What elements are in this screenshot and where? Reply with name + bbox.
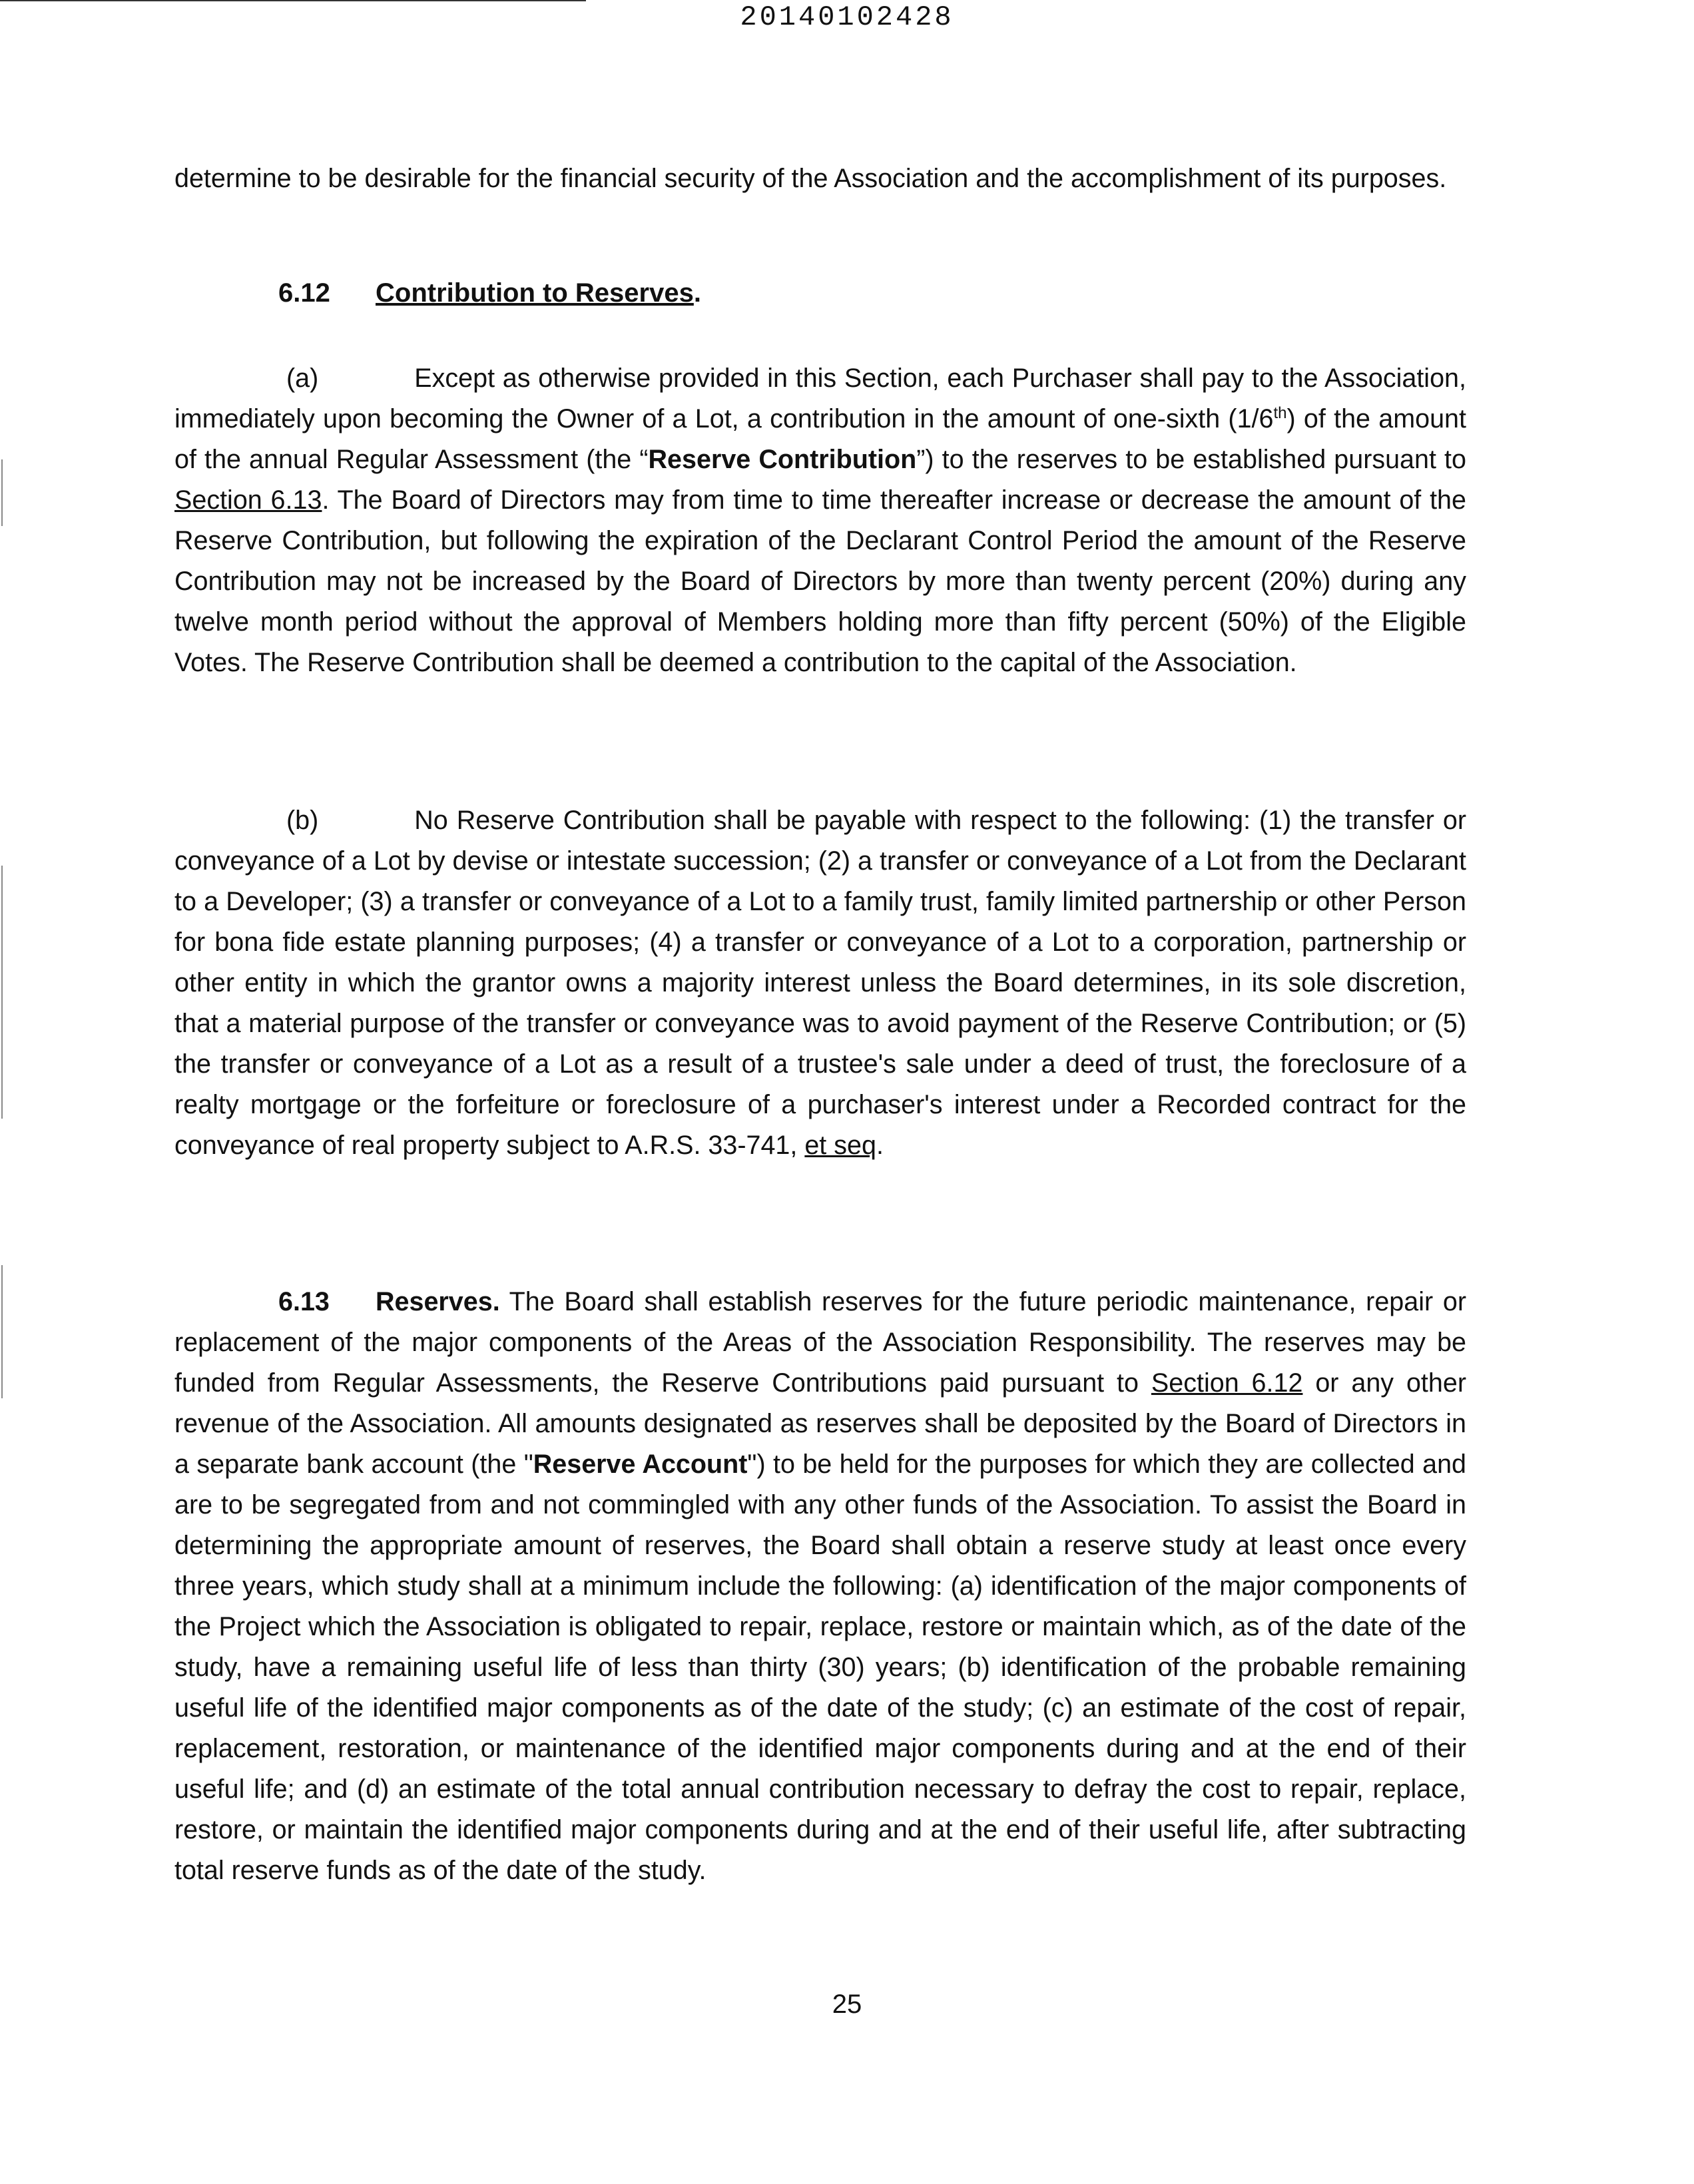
- paragraph-text: ”) to the reserves to be established pursuant to: [916, 445, 1467, 474]
- section-6-13-paragraph: [174, 1282, 1466, 1891]
- scan-edge-mark: [1, 1265, 3, 1398]
- document-number: 20140102428: [740, 1, 954, 33]
- paragraph-text: The Board shall establish reserves for the future periodic maintenance, repair or replacement of the major components of the Areas of the Association Responsibility. The reserves may be funded from Regular Assessments, the Reserve Contributions paid pursuant to: [174, 1287, 1466, 1398]
- section-title: Contribution to Reserves: [376, 278, 694, 308]
- paragraph-text: . The Board of Directors may from time to time thereafter increase or decrease the amount of the Reserve Contribution, but following the expiration of the Declarant Control Period the amount of the Reserve Contribution may not be increased by the Board of Directors by more than twenty percent (20%) during any twelve month period without the approval of Members holding more than fifty percent (50%) of the Eligible Votes. The Reserve Contribution shall be deemed a contribution to the capital of the Association.: [174, 485, 1466, 677]
- section-number: 6.12: [278, 278, 330, 308]
- section-title: Reserves.: [376, 1287, 500, 1316]
- paragraph-text: No Reserve Contribution shall be payable with respect to the following: (1) the transfer or conveyance of a Lot by devise or intestate succession; (2) a transfer or conveyance of a Lot from the Declarant to a Developer; (3) a transfer or conveyance of a Lot to a family trust, family limited partnership or other Person for bona fide estate planning purposes; (4) a transfer or conveyance of a Lot to a corporation, partnership or other entity in which the grantor owns a majority interest unless the Board determines, in its sole discretion, that a material purpose of the transfer or conveyance was to avoid payment of the Reserve Contribution; or (5) the transfer or conveyance of a Lot as a result of a trustee's sale under a deed of trust, the foreclosure of a realty mortgage or the forfeiture or foreclosure of a purchaser's interest under a Recorded contract for the conveyance of real property subject to A.R.S. 33-741,: [174, 806, 1466, 1160]
- paragraph-text: ) of the amount of the annual Regular Assessment (the “: [174, 404, 1466, 474]
- cross-reference: Section 6.13: [174, 485, 322, 515]
- paragraph-label: (a): [286, 364, 319, 393]
- defined-term: Reserve Account: [533, 1450, 748, 1479]
- intro-text: determine to be desirable for the financial security of the Association and the accomplishment of its purposes.: [174, 164, 1447, 193]
- section-6-12-heading: [278, 278, 701, 308]
- paragraph-b: [174, 800, 1466, 1166]
- paragraph-label: (b): [286, 806, 319, 835]
- paragraph-a: [174, 358, 1466, 683]
- paragraph-text: ") to be held for the purposes for which they are collected and are to be segregated from and not commingled with any other funds of the Association. To assist the Board in determining the appropriate amount of reserves, the Board shall obtain a reserve study at least once every three years, which study shall at a minimum include the following: (a) identification of the major components of the Project which the Association is obligated to repair, replace, restore or maintain which, as of the date of the study, have a remaining useful life of less than thirty (30) years; (b) identification of the probable remaining useful life of the identified major components as of the date of the study; (c) an estimate of the cost of repair, replacement, restoration, or maintenance of the identified major components during and at the end of their useful life; and (d) an estimate of the total annual contribution necessary to defray the cost to repair, replace, restore, or maintain the identified major components during and at the end of their useful life, after subtracting total reserve funds as of the date of the study.: [174, 1450, 1467, 1885]
- scan-edge-mark: [1, 866, 3, 1119]
- cross-reference: Section 6.12: [1151, 1368, 1303, 1398]
- et-seq: et seq: [804, 1131, 876, 1160]
- page-number: 25: [832, 1990, 862, 2019]
- section-number: 6.13: [278, 1287, 330, 1316]
- section-title-period: .: [693, 278, 701, 308]
- intro-paragraph: [174, 158, 1466, 199]
- paragraph-text: Except as otherwise provided in this Section, each Purchaser shall pay to the Association, immediately upon becoming the Owner of a Lot, a contribution in the amount of one-sixth (1/6: [174, 364, 1466, 433]
- scan-edge-mark: [1, 459, 3, 526]
- paragraph-text: or any other revenue of the Association. All amounts designated as reserves shall be deposited by the Board of Directors in a separate bank account (the ": [174, 1368, 1466, 1479]
- defined-term: Reserve Contribution: [648, 445, 917, 474]
- superscript: th: [1273, 404, 1287, 422]
- paragraph-text: .: [876, 1131, 884, 1160]
